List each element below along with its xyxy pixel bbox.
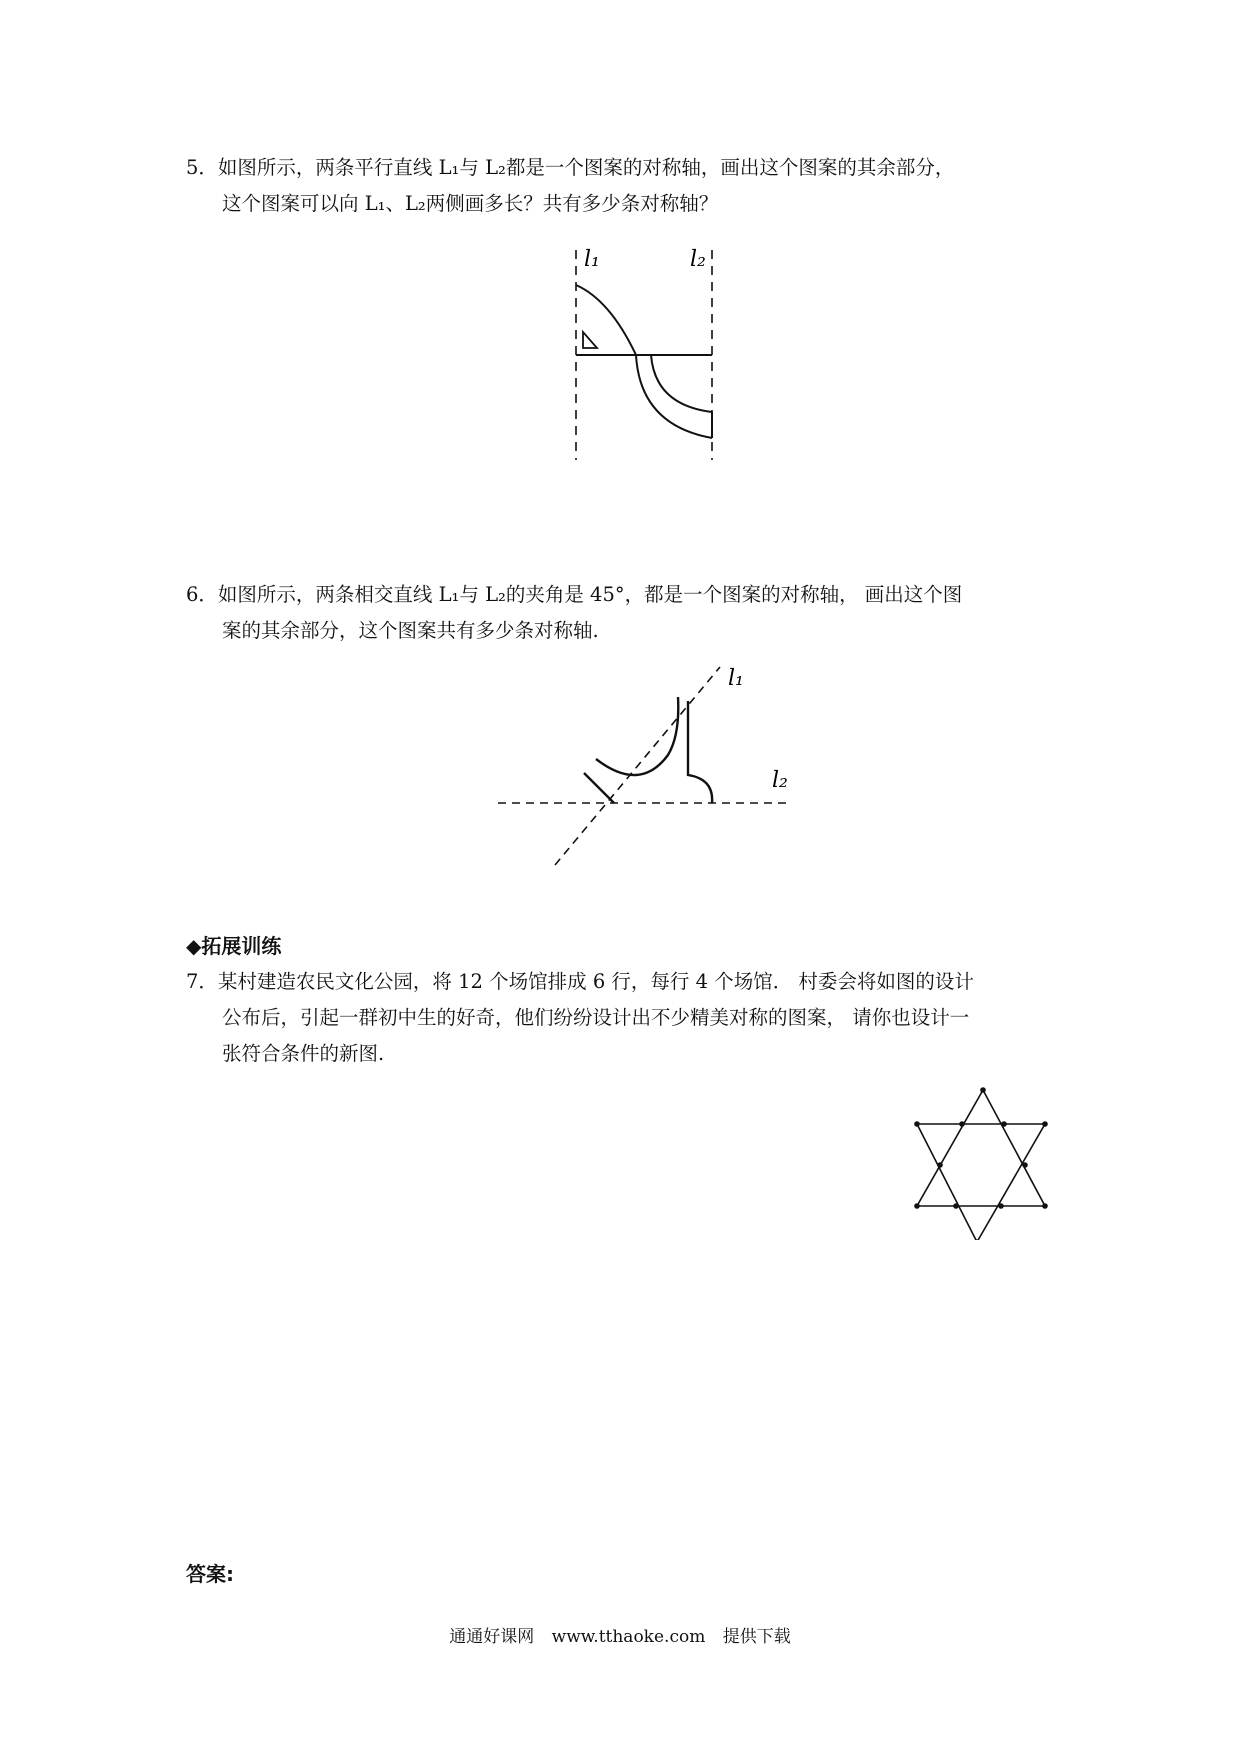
question-5-line-1: 5．如图所示，两条平行直线 L₁与 L₂都是一个图案的对称轴，画出这个图案的其余部分， [186,156,955,179]
footer-site-name: 通通好课网 [449,1627,535,1647]
venue-dot [914,1203,920,1209]
triangle-up [917,1090,1045,1206]
diamond-icon: ◆ [186,934,202,958]
label-l1: l₁ [728,666,744,691]
question-6-figure [490,655,810,870]
question-6-line-1: 6．如图所示，两条相交直线 L₁与 L₂的夹角是 45°，都是一个图案的对称轴， 画出这个图 [186,583,963,606]
question-6 [186,577,1066,649]
section-title: 拓展训练 [201,934,282,958]
footer-suffix: 提供下载 [722,1627,791,1647]
question-6-line-2: 案的其余部分，这个图案共有多少条对称轴. [222,619,599,642]
label-l1: l₁ [584,247,600,272]
venue-dot [937,1162,943,1168]
label-l2: l₂ [690,247,706,272]
venue-dot [1001,1121,1007,1127]
footer [0,1622,1240,1647]
venue-dot [953,1203,959,1209]
venue-dot [998,1203,1004,1209]
inner-arc [596,697,678,775]
venue-dot [914,1121,920,1127]
venue-dot [959,1121,965,1127]
short-segment [584,773,614,803]
outer-arc [636,355,712,438]
star-figure [900,1080,1060,1240]
question-7-line-3: 张符合条件的新图. [222,1042,385,1065]
venue-dot [1022,1162,1028,1168]
inner-arc [651,355,712,412]
outer-curve [688,701,712,803]
label-l2: l₂ [772,768,788,793]
footer-url[interactable]: www.tthaoke.com [551,1627,706,1647]
question-7-line-2: 公布后，引起一群初中生的好奇，他们纷纷设计出不少精美对称的图案， 请你也设计一 [222,1006,970,1029]
question-5-figure [560,240,730,465]
answer-label: 答案: [186,1562,234,1586]
axis-l1-dashed [555,667,720,865]
question-7-line-1: 7．某村建造农民文化公园，将 12 个场馆排成 6 行，每行 4 个场馆． 村委会将如图的设计 [186,970,974,993]
venue-dot [1042,1121,1048,1127]
question-5-line-2: 这个图案可以向 L₁、L₂两侧画多长？共有多少条对称轴？ [222,192,719,215]
section-heading [186,930,281,959]
question-5 [186,150,1066,222]
question-7 [186,964,1066,1072]
venue-dot [1042,1203,1048,1209]
curve-upper [576,285,636,355]
small-triangle [583,332,597,348]
venue-dot [980,1087,986,1093]
triangle-down [917,1124,1045,1240]
